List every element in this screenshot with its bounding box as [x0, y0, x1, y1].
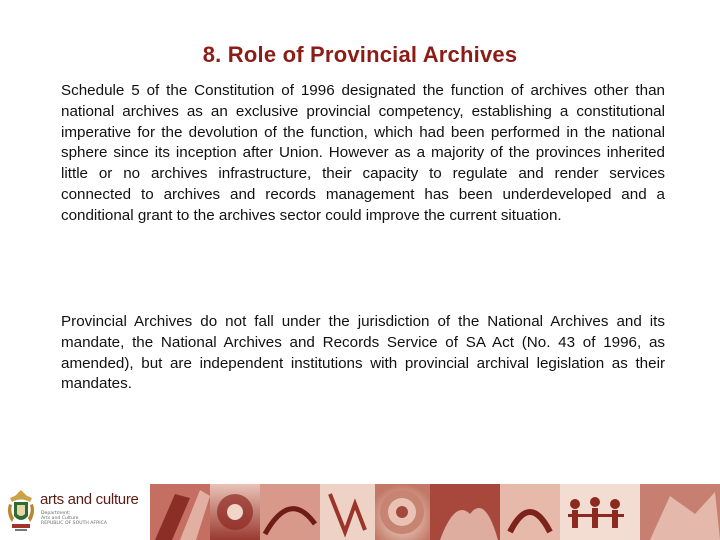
brand-country: REPUBLIC OF SOUTH AFRICA: [41, 521, 107, 526]
paragraph-constitution: Schedule 5 of the Constitution of 1996 designated the function of archives other than national archives as an exclusive provincial competency, establishing a constitutional imperative for the devolution of the function, which had been performed in the national sphere since its inception after Union. However as a majority of the provinces inherited little or no archives infrastructure, their capacity to regulate and render services connected to archives and records management has been underdeveloped and a conditional grant to the archives sector could improve the current situation.: [61, 82, 665, 224]
department-logo: [0, 484, 150, 540]
coat-of-arms-icon: [6, 488, 36, 534]
brand-department-label: Department:: [41, 511, 71, 516]
slide-title: 8. Role of Provincial Archives: [202, 42, 518, 67]
brand-name: arts and culture: [40, 491, 139, 508]
paragraph-provincial-archives: Provincial Archives do not fall under the jurisdiction of the National Archives and its mandate, the National Archives and Records Service of SA Act (No. 43 of 1996, as amended), but are independent institutions with provincial archival legislation as their mandates.: [61, 313, 665, 393]
cultural-photo-strip: [150, 484, 720, 540]
brand-department-name: Arts and Culture: [41, 516, 79, 521]
footer-banner: [0, 484, 720, 540]
